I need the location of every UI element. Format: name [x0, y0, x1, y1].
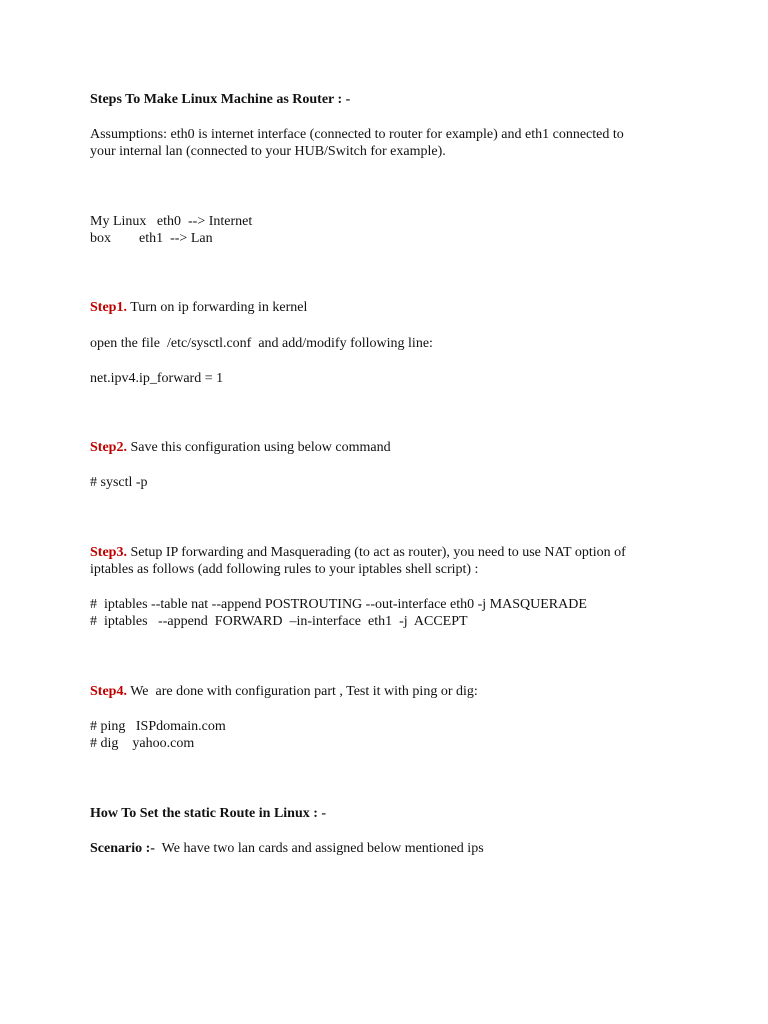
diagram-line-2: box eth1 --> Lan [90, 231, 213, 246]
step1-code: net.ipv4.ip_forward = 1 [90, 371, 224, 386]
assumptions-line-1: Assumptions: eth0 is internet interface (connected to router for example) and eth1 connected to [90, 127, 624, 142]
step2-text: Save this configuration using below command [126, 440, 391, 455]
step4-paragraph [90, 683, 478, 700]
step2-label: Step2. [90, 440, 127, 455]
step3-text-line-2: iptables as follows (add following rules to your iptables shell script) : [90, 562, 479, 577]
step1-paragraph [90, 299, 307, 316]
step4-code-line-2: # dig yahoo.com [90, 736, 195, 751]
step3-label: Step3. [90, 545, 127, 560]
step3-code-line-2: # iptables --append FORWARD –in-interface eth1 -j ACCEPT [90, 614, 468, 629]
heading-static-route: How To Set the static Route in Linux : - [90, 806, 327, 821]
step1-label: Step1. [90, 300, 127, 315]
step3-code-line-1: # iptables --table nat --append POSTROUTING --out-interface eth0 -j MASQUERADE [90, 597, 587, 612]
scenario-text: We have two lan cards and assigned below mentioned ips [154, 841, 484, 856]
step4-code-line-1: # ping ISPdomain.com [90, 719, 226, 734]
scenario-label: Scenario :- [90, 841, 155, 856]
assumptions-line-2: your internal lan (connected to your HUB/Switch for example). [90, 144, 446, 159]
step3-paragraph [90, 544, 626, 561]
step1-instruction: open the file /etc/sysctl.conf and add/modify following line: [90, 336, 433, 351]
diagram-line-1: My Linux eth0 --> Internet [90, 214, 253, 229]
step3-text: Setup IP forwarding and Masquerading (to act as router), you need to use NAT option of [126, 545, 626, 560]
scenario-paragraph [90, 840, 484, 857]
step1-text: Turn on ip forwarding in kernel [126, 300, 308, 315]
step4-label: Step4. [90, 684, 127, 699]
step2-code: # sysctl -p [90, 475, 148, 490]
step4-text: We are done with configuration part , Test it with ping or dig: [126, 684, 478, 699]
heading-router: Steps To Make Linux Machine as Router : - [90, 92, 351, 107]
step2-paragraph [90, 439, 391, 456]
